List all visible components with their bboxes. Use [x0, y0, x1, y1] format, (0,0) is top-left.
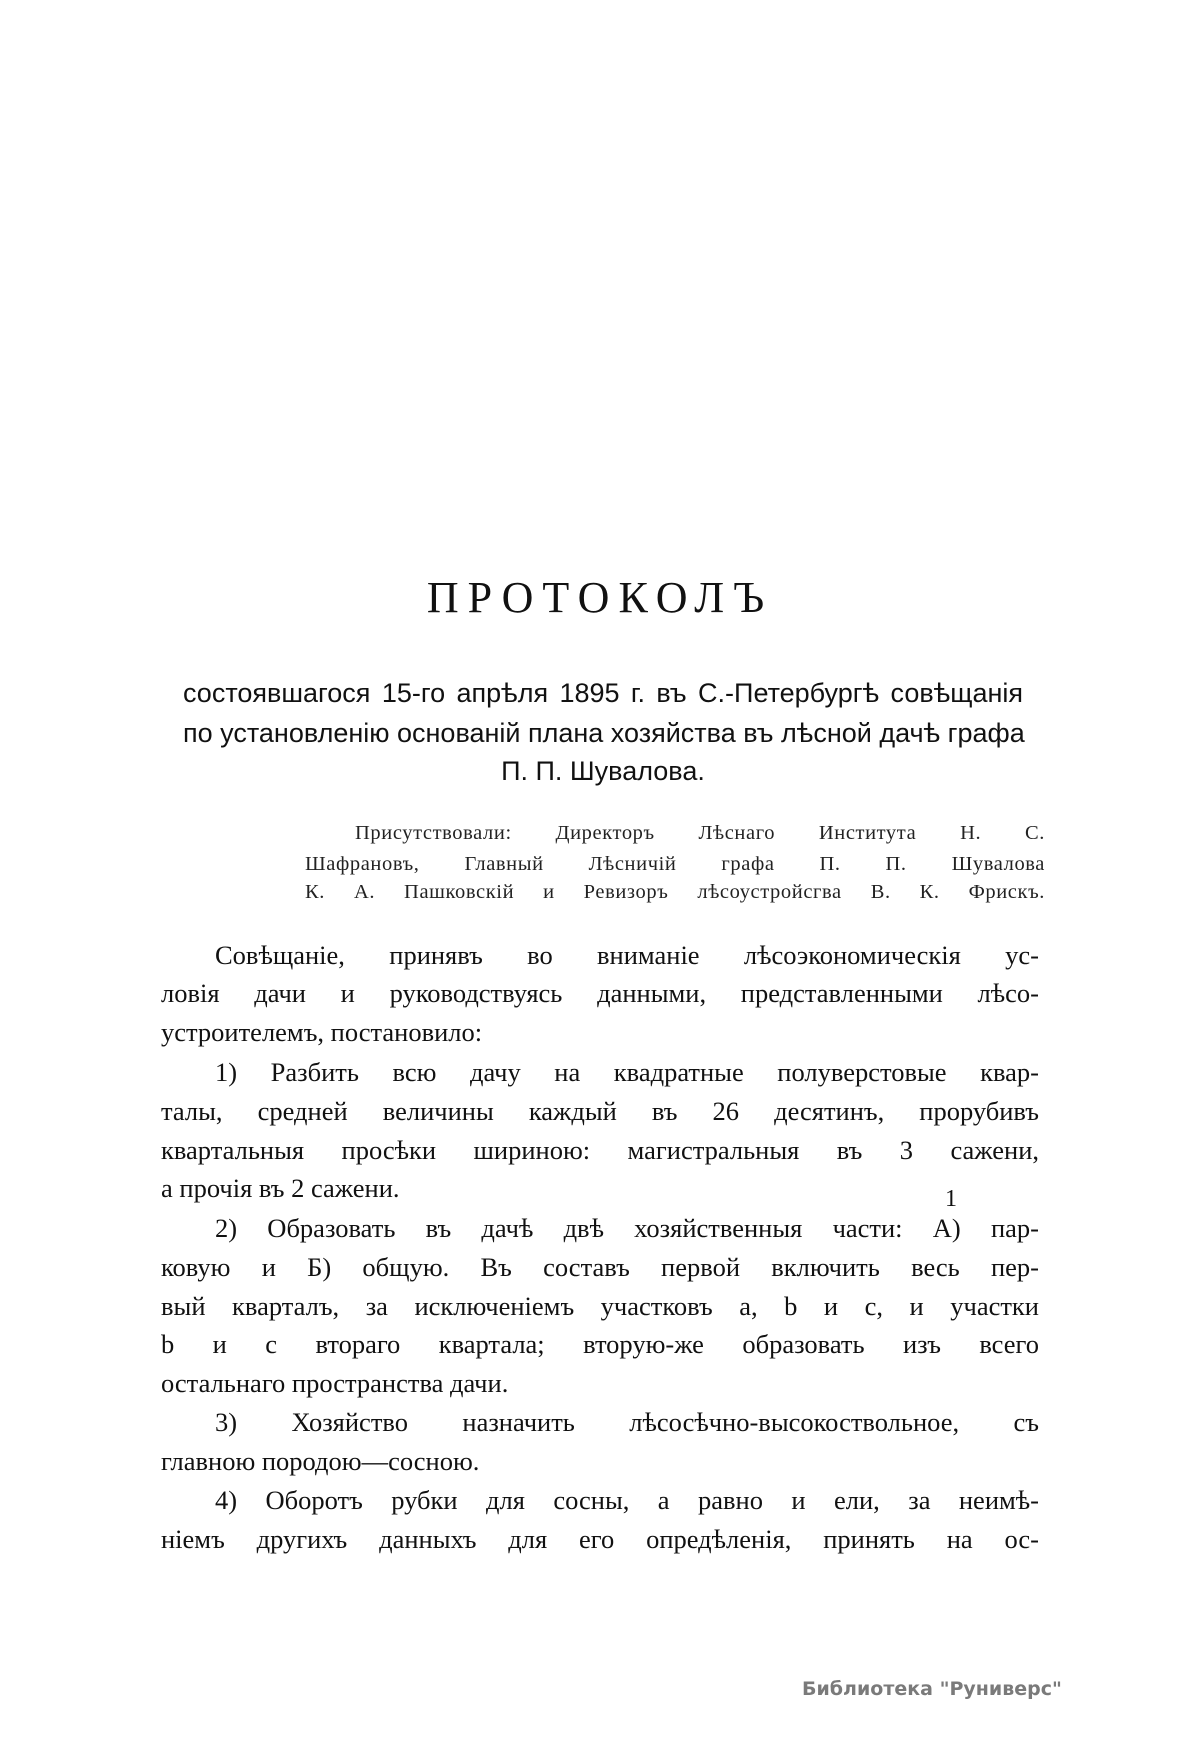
attendees-line: Шафрановъ, Главный Лѣсничій графа П. П. Шувалова [305, 853, 1045, 875]
body-line: талы, средней величины каждый въ 26 десятинъ, прорубивъ [161, 1096, 1039, 1126]
body-line: 2) Образовать въ дачѣ двѣ хозяйственныя части: А) пар- [215, 1213, 1039, 1243]
attendees-line: Присутствовали: Директоръ Лѣснаго Института Н. С. [355, 822, 1045, 844]
body-line: 4) Оборотъ рубки для сосны, а равно и ели, за неимѣ- [215, 1485, 1039, 1515]
body-line: 1) Разбить всю дачу на квадратные полуверстовые квар- [215, 1057, 1039, 1087]
body-line: b и c втораго квартала; вторую-же образовать изъ всего [161, 1329, 1039, 1359]
document-title: ПРОТОКОЛЪ [426, 573, 774, 622]
subtitle-line: состоявшагося 15-го апрѣля 1895 г. въ С.-Петербургѣ совѣщанія [183, 678, 1023, 708]
body-line: устроителемъ, постановило: [161, 1017, 483, 1047]
body-line: вый кварталъ, за исключеніемъ участковъ a, b и c, и участки [161, 1291, 1039, 1321]
body-line: ловія дачи и руководствуясь данными, представленными лѣсо- [161, 978, 1039, 1008]
subtitle-line: П. П. Шувалова. [501, 756, 705, 786]
body-line: ніемъ другихъ данныхъ для его опредѣленія, принять на ос- [161, 1524, 1039, 1554]
subtitle-line: по установленію основаній плана хозяйства въ лѣсной дачѣ графа [183, 718, 1025, 748]
page-number: 1 [945, 1186, 957, 1212]
body-line: главною породою—сосною. [161, 1446, 480, 1476]
body-line: остальнаго пространства дачи. [161, 1368, 509, 1398]
body-line: 3) Хозяйство назначить лѣсосѣчно-высокоствольное, съ [215, 1407, 1039, 1437]
body-line: а прочія въ 2 сажени. [161, 1173, 400, 1203]
library-watermark: Библиотека "Руниверс" [802, 1678, 1062, 1700]
attendees-line: К. А. Пашковскій и Ревизоръ лѣсоустройсгва В. К. Фрискъ. [305, 881, 1045, 903]
body-line: квартальныя просѣки шириною: магистральныя въ 3 сажени, [161, 1135, 1039, 1165]
body-line: Совѣщаніе, принявъ во вниманіе лѣсоэкономическія ус- [215, 940, 1039, 970]
body-line: ковую и Б) общую. Въ составъ первой включить весь пер- [161, 1252, 1039, 1282]
